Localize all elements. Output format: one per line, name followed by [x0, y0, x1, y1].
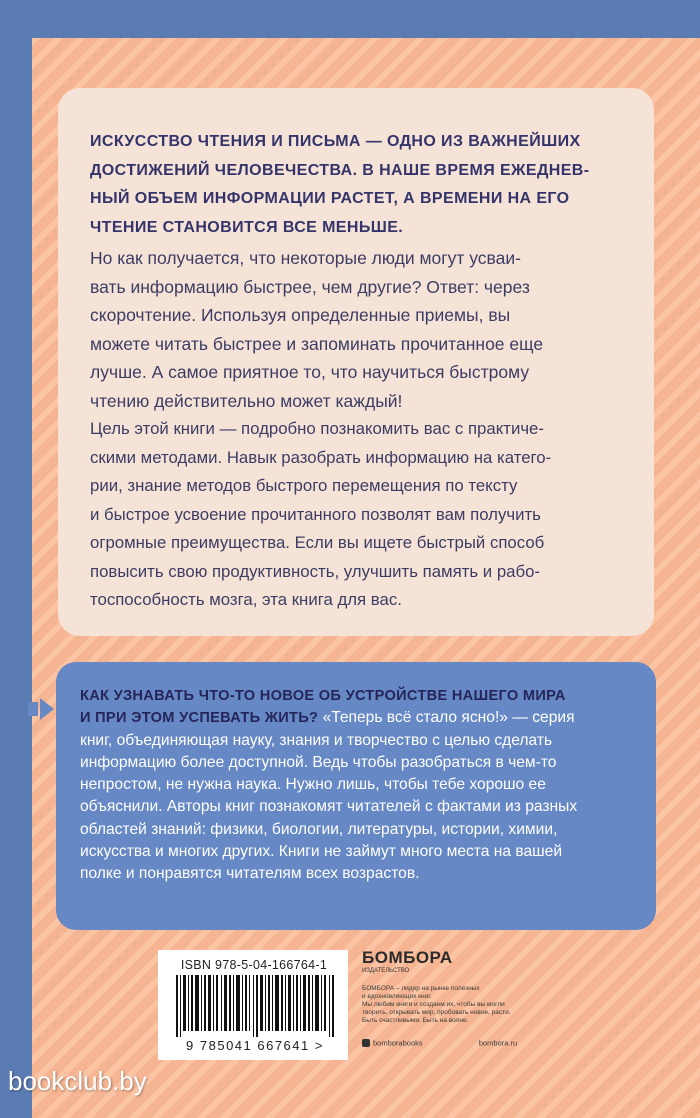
- text-line: лучше. А самое приятное то, что научиться быстрому: [90, 362, 530, 382]
- publisher-logo-subtitle: ИЗДАТЕЛЬСТВО: [362, 968, 410, 974]
- watermark: bookclub.by: [8, 1066, 147, 1096]
- text-line: рии, знание методов быстрого перемещения по тексту: [90, 476, 518, 495]
- series-caps-line: КАК УЗНАВАТЬ ЧТО-ТО НОВОЕ ОБ УСТРОЙСТВЕ НАШЕГО МИРА: [80, 688, 566, 704]
- text-line: ДОСТИЖЕНИЙ ЧЕЛОВЕЧЕСТВА. В НАШЕ ВРЕМЯ ЕЖЕДНЕВ-: [90, 161, 590, 179]
- text-line: Цель этой книги — подробно познакомить вас с практиче-: [90, 419, 544, 438]
- text-line: вать информацию быстрее, чем другие? Ответ: через: [90, 276, 530, 297]
- publisher-about: [362, 985, 557, 1025]
- isbn-label: ISBN 978-5-04-166764-1: [180, 958, 328, 972]
- text-line: Мы любим книги и создаем их, чтобы вы могли: [362, 1001, 505, 1008]
- publisher-logo: БОМБОРА: [362, 948, 453, 967]
- text-line: огромные преимущества. Если вы ищете быстрый способ: [90, 533, 545, 552]
- text-line: полке и понравятся читателям всех возрастов.: [80, 865, 420, 883]
- text-line: ЧТЕНИЕ СТАНОВИТСЯ ВСЕ МЕНЬШЕ.: [90, 218, 404, 236]
- text-line: можете читать быстрее и запоминать прочитанное еще: [90, 333, 544, 354]
- series-tab-notch: [28, 702, 38, 716]
- text-line: тоспособность мозга, эта книга для вас.: [90, 590, 402, 609]
- series-title-text: «Теперь всё стало ясно!» — серия: [318, 709, 575, 727]
- text-line: чтению действительно может каждый!: [90, 390, 403, 411]
- text-line: информацию более доступной. Ведь чтобы разобраться в чем-то: [80, 753, 557, 771]
- social-icon: [362, 1039, 370, 1047]
- text-line: повысить свою продуктивность, улучшить память и рабо-: [90, 561, 541, 581]
- series-arrow-icon: [40, 698, 54, 720]
- text-line: книг, объединяющая науку, знания и творчество с целью сделать: [80, 731, 553, 749]
- series-description: [80, 685, 638, 886]
- barcode-block: [158, 950, 348, 1060]
- intro-caps-paragraph: [90, 128, 620, 242]
- text-line: искусства и многих других. Книги не займут много места на вашей: [80, 843, 563, 861]
- text-line: скими методами. Навык разобрать информацию на катего-: [90, 447, 552, 467]
- barcode-icon: [176, 975, 336, 1037]
- text-line: Но как получается, что некоторые люди могут усваи-: [90, 248, 521, 268]
- text-line: Быть счастливыми. Быть на волне.: [362, 1017, 469, 1024]
- text-line: и быстрое усвоение прочитанного позволят вам получить: [90, 504, 541, 524]
- website-link[interactable]: bombora.ru: [478, 1038, 518, 1048]
- description-paragraph-3: [90, 415, 620, 615]
- text-line: и вдохновляющих книг.: [362, 993, 432, 1000]
- text-line: ИСКУССТВО ЧТЕНИЯ И ПИСЬМА — ОДНО ИЗ ВАЖНЕЙШИХ: [90, 133, 581, 150]
- description-paragraph-2: [90, 244, 620, 415]
- text-line: областей знаний: физики, биологии, литературы, истории, химии,: [80, 820, 558, 838]
- text-line: БОМБОРА – лидер на рынке полезных: [362, 985, 480, 992]
- text-line: творить, открывать мир, пробовать новое, расти.: [362, 1009, 511, 1016]
- publisher-links: [362, 1038, 562, 1048]
- social-link[interactable]: bomborabooks: [373, 1038, 423, 1048]
- barcode-digits: 9 785041 667641 >: [186, 1038, 324, 1053]
- text-line: НЫЙ ОБЪЕМ ИНФОРМАЦИИ РАСТЕТ, А ВРЕМЕНИ НА ЕГО: [90, 190, 570, 207]
- text-line: непростом, не нужна наука. Нужно лишь, чтобы тебе хорошо ее: [80, 776, 546, 794]
- text-line: объяснили. Авторы книг познакомят читателей с фактами из разных: [80, 798, 578, 816]
- series-caps-line: И ПРИ ЭТОМ УСПЕВАТЬ ЖИТЬ?: [80, 710, 319, 727]
- text-line: скорочтение. Используя определенные приемы, вы: [90, 305, 511, 325]
